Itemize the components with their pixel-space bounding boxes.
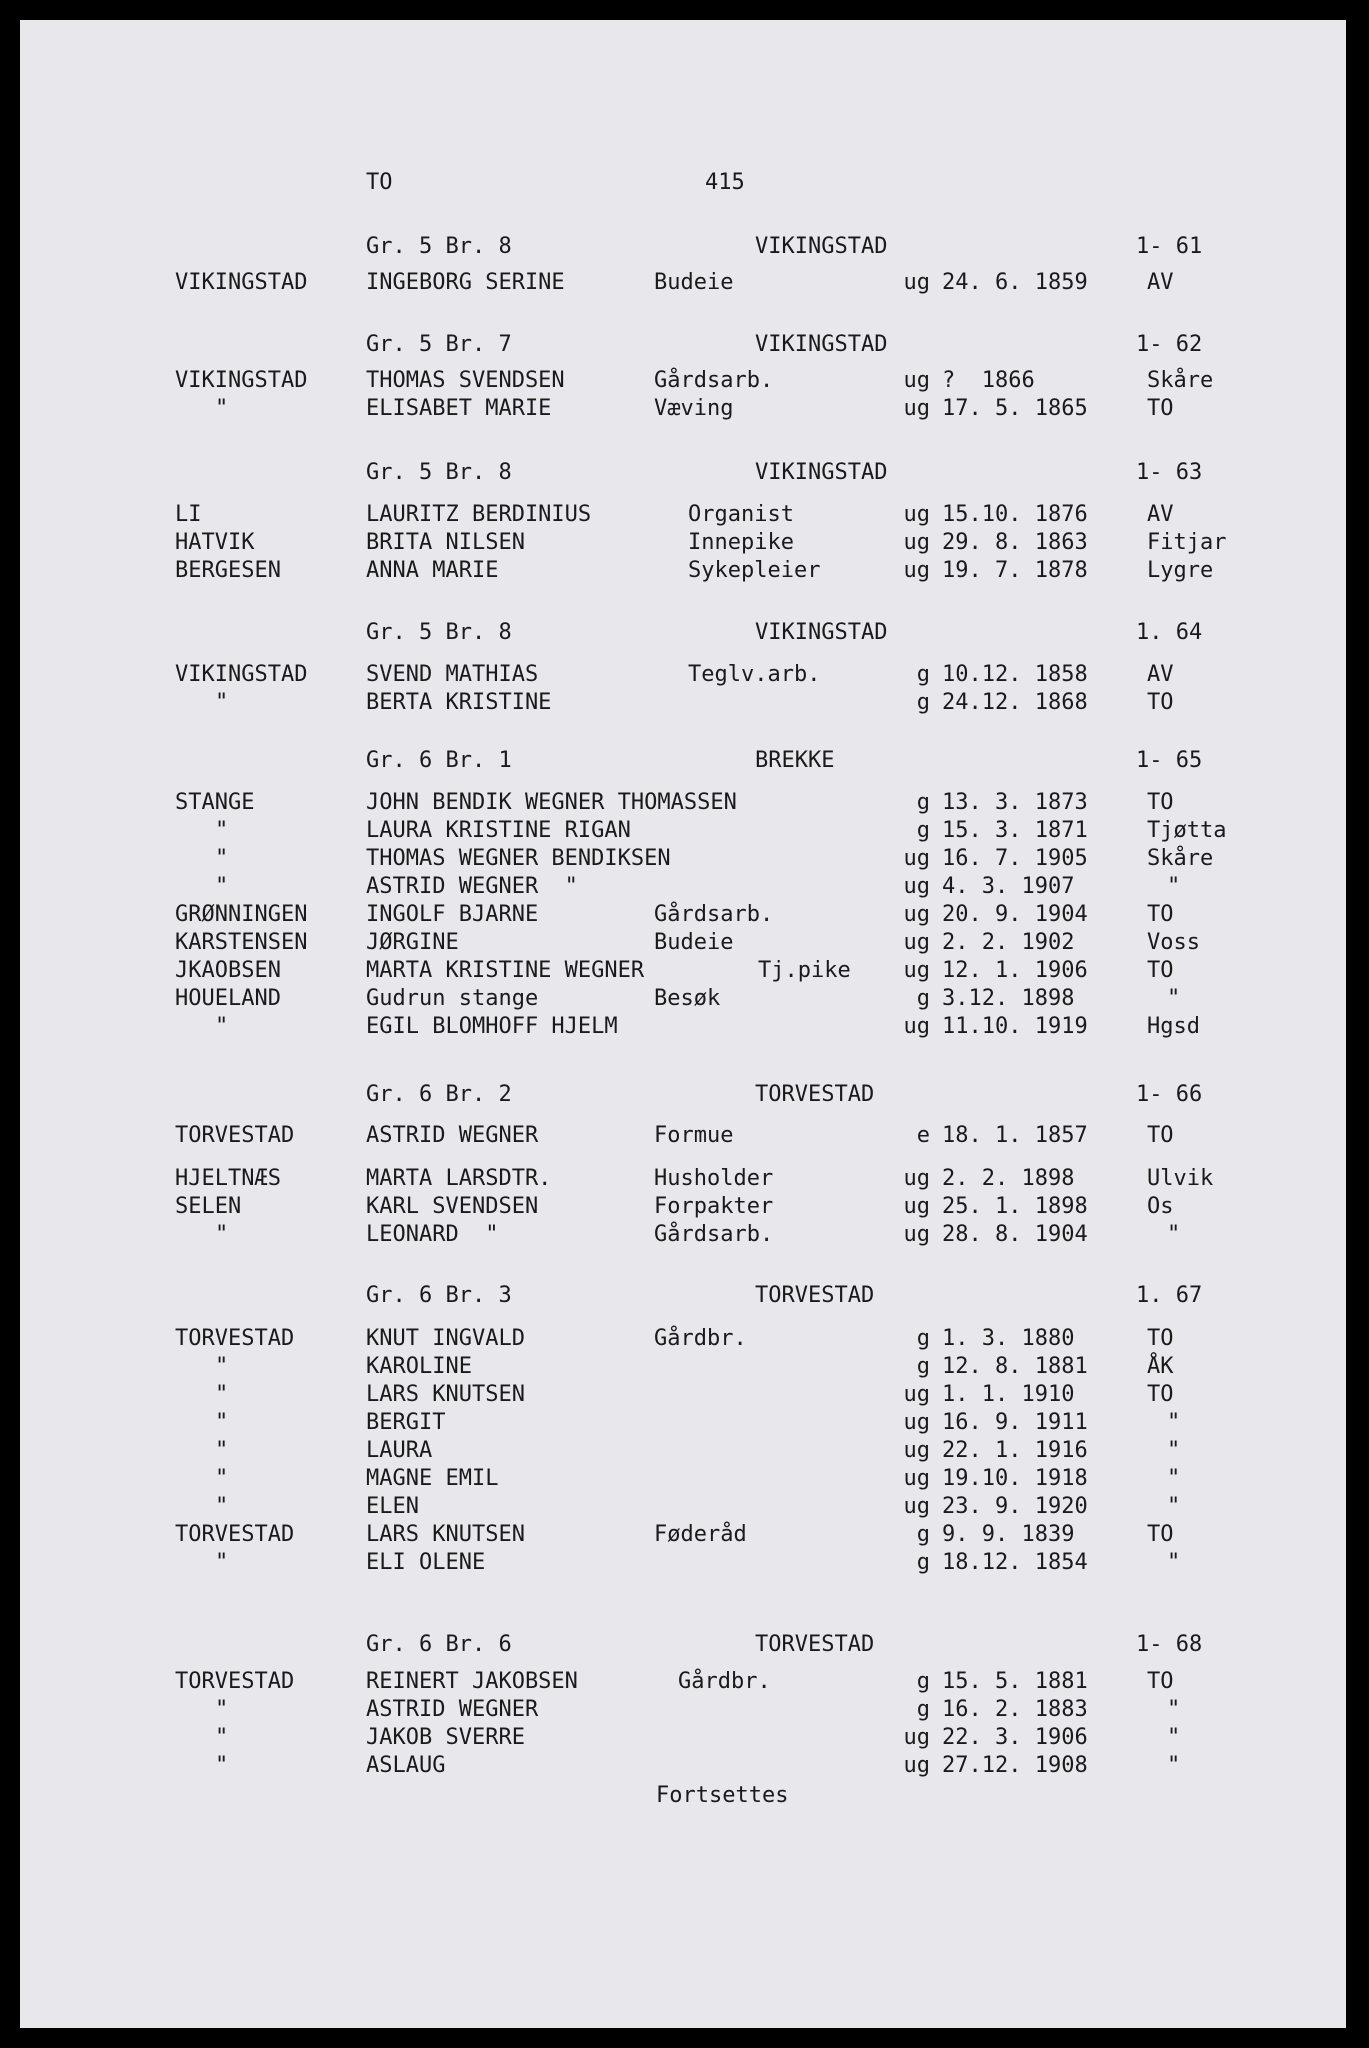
row-birthplace: TO: [1147, 1382, 1174, 1407]
row-birthplace: TO: [1147, 1522, 1174, 1547]
row-status: g: [916, 690, 930, 715]
row-surname: BERGESEN: [175, 558, 281, 583]
row-birthplace: Lygre: [1147, 558, 1214, 583]
row-status: ug: [903, 958, 930, 983]
section-place: VIKINGSTAD: [755, 620, 888, 645]
row-status: ug: [903, 530, 930, 555]
row-date: 18. 1. 1857: [942, 1123, 1088, 1148]
row-birthplace: ": [1167, 1222, 1181, 1247]
row-status: ug: [903, 1438, 930, 1463]
row-date: 27.12. 1908: [942, 1753, 1088, 1778]
row-status: ug: [903, 1753, 930, 1778]
row-date: 24.12. 1868: [942, 690, 1088, 715]
row-name: INGEBORG SERINE: [366, 270, 565, 295]
row-date: 2. 2. 1898: [942, 1166, 1075, 1191]
section-ref: 1- 61: [1136, 234, 1203, 259]
row-status: ug: [903, 1194, 930, 1219]
row-birthplace: TO: [1147, 1669, 1174, 1694]
row-occupation: Føderåd: [654, 1522, 747, 1547]
row-date: 19. 7. 1878: [942, 558, 1088, 583]
row-status: ug: [903, 874, 930, 899]
row-surname: VIKINGSTAD: [175, 270, 308, 295]
row-occupation: Væving: [654, 396, 734, 421]
row-name: LAURITZ BERDINIUS: [366, 502, 592, 527]
row-surname: HOUELAND: [175, 986, 281, 1011]
document-page: [20, 20, 1346, 2028]
row-status: ug: [903, 1222, 930, 1247]
row-date: 24. 6. 1859: [942, 270, 1088, 295]
row-birthplace: Ulvik: [1147, 1166, 1214, 1191]
row-name: Gudrun stange: [366, 986, 539, 1011]
row-date: 22. 1. 1916: [942, 1438, 1088, 1463]
row-status: ug: [903, 558, 930, 583]
row-birthplace: Voss: [1147, 930, 1200, 955]
row-surname: SELEN: [175, 1194, 242, 1219]
section-group: Gr. 6 Br. 3: [366, 1283, 512, 1308]
row-date: 1. 3. 1880: [942, 1326, 1075, 1351]
row-surname: ": [215, 1550, 229, 1575]
row-name: BERGIT: [366, 1410, 446, 1435]
row-date: 12. 8. 1881: [942, 1354, 1088, 1379]
row-name: INGOLF BJARNE: [366, 902, 539, 927]
row-date: 16. 7. 1905: [942, 846, 1088, 871]
row-occupation: Formue: [654, 1123, 734, 1148]
section-place: VIKINGSTAD: [755, 332, 888, 357]
row-status: ug: [903, 368, 930, 393]
section-ref: 1- 65: [1136, 748, 1203, 773]
row-name: BERTA KRISTINE: [366, 690, 552, 715]
row-name: ELISABET MARIE: [366, 396, 552, 421]
row-status: ug: [903, 1166, 930, 1191]
row-date: 15. 3. 1871: [942, 818, 1088, 843]
row-name: MAGNE EMIL: [366, 1466, 499, 1491]
row-surname: ": [215, 846, 229, 871]
row-surname: STANGE: [175, 790, 255, 815]
row-status: e: [916, 1123, 930, 1148]
row-date: 2. 2. 1902: [942, 930, 1075, 955]
section-ref: 1. 64: [1136, 620, 1203, 645]
row-surname: ": [215, 1382, 229, 1407]
row-birthplace: TO: [1147, 958, 1174, 983]
section-ref: 1- 62: [1136, 332, 1203, 357]
row-surname: ": [215, 1410, 229, 1435]
row-surname: ": [215, 818, 229, 843]
row-occupation: Forpakter: [654, 1194, 774, 1219]
row-status: g: [916, 662, 930, 687]
row-date: ? 1866: [942, 368, 1035, 393]
row-date: 10.12. 1858: [942, 662, 1088, 687]
row-birthplace: ": [1167, 1438, 1181, 1463]
row-date: 15. 5. 1881: [942, 1669, 1088, 1694]
row-name: ASLAUG: [366, 1753, 446, 1778]
row-status: ug: [903, 270, 930, 295]
row-status: ug: [903, 502, 930, 527]
row-occupation: Tj.pike: [758, 958, 851, 983]
row-birthplace: TO: [1147, 1326, 1174, 1351]
row-birthplace: Hgsd: [1147, 1014, 1200, 1039]
section-place: VIKINGSTAD: [755, 234, 888, 259]
row-status: g: [916, 1669, 930, 1694]
row-surname: ": [215, 1014, 229, 1039]
row-date: 16. 2. 1883: [942, 1697, 1088, 1722]
row-date: 18.12. 1854: [942, 1550, 1088, 1575]
section-group: Gr. 5 Br. 7: [366, 332, 512, 357]
row-birthplace: Fitjar: [1147, 530, 1227, 555]
row-surname: GRØNNINGEN: [175, 902, 308, 927]
row-occupation: Organist: [688, 502, 794, 527]
row-surname: ": [215, 1725, 229, 1750]
row-status: ug: [903, 396, 930, 421]
row-surname: TORVESTAD: [175, 1123, 295, 1148]
row-status: ug: [903, 1410, 930, 1435]
row-occupation: Besøk: [654, 986, 721, 1011]
row-status: ug: [903, 1014, 930, 1039]
row-date: 23. 9. 1920: [942, 1494, 1088, 1519]
row-surname: ": [215, 1494, 229, 1519]
row-status: g: [916, 1522, 930, 1547]
row-status: g: [916, 986, 930, 1011]
row-occupation: Sykepleier: [688, 558, 821, 583]
row-name: ELEN: [366, 1494, 419, 1519]
row-name: ANNA MARIE: [366, 558, 499, 583]
row-name: ELI OLENE: [366, 1550, 486, 1575]
row-birthplace: ": [1167, 1550, 1181, 1575]
row-surname: TORVESTAD: [175, 1522, 295, 1547]
row-birthplace: ÅK: [1147, 1354, 1174, 1379]
row-name: KAROLINE: [366, 1354, 472, 1379]
section-ref: 1- 68: [1136, 1632, 1203, 1657]
row-surname: HJELTNÆS: [175, 1166, 281, 1191]
section-group: Gr. 5 Br. 8: [366, 460, 512, 485]
row-birthplace: TO: [1147, 690, 1174, 715]
row-date: 20. 9. 1904: [942, 902, 1088, 927]
row-status: ug: [903, 846, 930, 871]
row-surname: TORVESTAD: [175, 1669, 295, 1694]
row-name: MARTA KRISTINE WEGNER: [366, 958, 645, 983]
row-status: ug: [903, 1466, 930, 1491]
municipality-code: TO: [366, 170, 393, 195]
row-birthplace: Skåre: [1147, 368, 1214, 393]
row-date: 3.12. 1898: [942, 986, 1075, 1011]
row-date: 13. 3. 1873: [942, 790, 1088, 815]
section-group: Gr. 5 Br. 8: [366, 620, 512, 645]
section-place: TORVESTAD: [755, 1283, 875, 1308]
row-status: ug: [903, 930, 930, 955]
row-name: LEONARD ": [366, 1222, 499, 1247]
row-occupation: Gårdbr.: [654, 1326, 747, 1351]
section-ref: 1. 67: [1136, 1283, 1203, 1308]
row-birthplace: ": [1167, 1725, 1181, 1750]
row-birthplace: ": [1167, 1410, 1181, 1435]
row-birthplace: Tjøtta: [1147, 818, 1227, 843]
row-birthplace: ": [1167, 1697, 1181, 1722]
row-status: g: [916, 818, 930, 843]
row-surname: JKAOBSEN: [175, 958, 281, 983]
section-place: TORVESTAD: [755, 1632, 875, 1657]
row-status: ug: [903, 902, 930, 927]
row-status: g: [916, 790, 930, 815]
row-birthplace: TO: [1147, 790, 1174, 815]
row-occupation: Gårdbr.: [678, 1669, 771, 1694]
row-occupation: Gårdsarb.: [654, 368, 774, 393]
row-surname: KARSTENSEN: [175, 930, 308, 955]
row-date: 19.10. 1918: [942, 1466, 1088, 1491]
row-birthplace: AV: [1147, 270, 1174, 295]
row-date: 9. 9. 1839: [942, 1522, 1075, 1547]
row-surname: ": [215, 1466, 229, 1491]
row-surname: ": [215, 874, 229, 899]
row-name: KNUT INGVALD: [366, 1326, 525, 1351]
row-birthplace: Os: [1147, 1194, 1174, 1219]
section-ref: 1- 63: [1136, 460, 1203, 485]
row-date: 12. 1. 1906: [942, 958, 1088, 983]
row-occupation: Budeie: [654, 270, 734, 295]
row-surname: VIKINGSTAD: [175, 662, 308, 687]
row-name: LARS KNUTSEN: [366, 1382, 525, 1407]
row-birthplace: TO: [1147, 902, 1174, 927]
row-surname: ": [215, 1222, 229, 1247]
row-name: THOMAS WEGNER BENDIKSEN: [366, 846, 671, 871]
section-group: Gr. 5 Br. 8: [366, 234, 512, 259]
row-name: EGIL BLOMHOFF HJELM: [366, 1014, 618, 1039]
row-name: BRITA NILSEN: [366, 530, 525, 555]
section-place: VIKINGSTAD: [755, 460, 888, 485]
row-occupation: Budeie: [654, 930, 734, 955]
row-name: THOMAS SVENDSEN: [366, 368, 565, 393]
row-name: JOHN BENDIK WEGNER THOMASSEN: [366, 790, 737, 815]
section-ref: 1- 66: [1136, 1082, 1203, 1107]
row-occupation: Teglv.arb.: [688, 662, 821, 687]
row-name: LAURA KRISTINE RIGAN: [366, 818, 631, 843]
section-place: BREKKE: [755, 748, 835, 773]
row-date: 15.10. 1876: [942, 502, 1088, 527]
section-group: Gr. 6 Br. 2: [366, 1082, 512, 1107]
row-occupation: Husholder: [654, 1166, 774, 1191]
row-surname: ": [215, 1697, 229, 1722]
row-birthplace: ": [1167, 874, 1181, 899]
section-group: Gr. 6 Br. 6: [366, 1632, 512, 1657]
row-surname: TORVESTAD: [175, 1326, 295, 1351]
row-occupation: Gårdsarb.: [654, 902, 774, 927]
row-surname: VIKINGSTAD: [175, 368, 308, 393]
row-name: JØRGINE: [366, 930, 459, 955]
page-number: 415: [705, 170, 745, 195]
row-status: g: [916, 1697, 930, 1722]
row-status: ug: [903, 1382, 930, 1407]
row-status: g: [916, 1354, 930, 1379]
row-name: LARS KNUTSEN: [366, 1522, 525, 1547]
row-date: 16. 9. 1911: [942, 1410, 1088, 1435]
row-surname: ": [215, 1753, 229, 1778]
row-status: g: [916, 1550, 930, 1575]
row-surname: ": [215, 396, 229, 421]
row-date: 25. 1. 1898: [942, 1194, 1088, 1219]
row-date: 4. 3. 1907: [942, 874, 1075, 899]
row-date: 1. 1. 1910: [942, 1382, 1075, 1407]
row-occupation: Innepike: [688, 530, 794, 555]
row-birthplace: TO: [1147, 1123, 1174, 1148]
row-status: ug: [903, 1725, 930, 1750]
row-status: g: [916, 1326, 930, 1351]
row-birthplace: ": [1167, 1753, 1181, 1778]
row-name: ASTRID WEGNER ": [366, 874, 578, 899]
row-status: ug: [903, 1494, 930, 1519]
row-birthplace: ": [1167, 986, 1181, 1011]
row-date: 11.10. 1919: [942, 1014, 1088, 1039]
row-name: ASTRID WEGNER: [366, 1123, 539, 1148]
row-name: SVEND MATHIAS: [366, 662, 539, 687]
row-name: KARL SVENDSEN: [366, 1194, 539, 1219]
row-name: ASTRID WEGNER: [366, 1697, 539, 1722]
row-date: 28. 8. 1904: [942, 1222, 1088, 1247]
row-name: LAURA: [366, 1438, 433, 1463]
row-date: 22. 3. 1906: [942, 1725, 1088, 1750]
row-surname: ": [215, 1354, 229, 1379]
row-birthplace: AV: [1147, 662, 1174, 687]
row-date: 17. 5. 1865: [942, 396, 1088, 421]
row-birthplace: AV: [1147, 502, 1174, 527]
row-name: JAKOB SVERRE: [366, 1725, 525, 1750]
row-birthplace: ": [1167, 1466, 1181, 1491]
section-group: Gr. 6 Br. 1: [366, 748, 512, 773]
row-surname: LI: [175, 502, 202, 527]
continued-note: Fortsettes: [656, 1783, 789, 1808]
section-place: TORVESTAD: [755, 1082, 875, 1107]
row-occupation: Gårdsarb.: [654, 1222, 774, 1247]
row-date: 29. 8. 1863: [942, 530, 1088, 555]
row-surname: HATVIK: [175, 530, 255, 555]
row-surname: ": [215, 1438, 229, 1463]
row-birthplace: TO: [1147, 396, 1174, 421]
row-birthplace: ": [1167, 1494, 1181, 1519]
row-surname: ": [215, 690, 229, 715]
row-birthplace: Skåre: [1147, 846, 1214, 871]
row-name: REINERT JAKOBSEN: [366, 1669, 578, 1694]
row-name: MARTA LARSDTR.: [366, 1166, 552, 1191]
